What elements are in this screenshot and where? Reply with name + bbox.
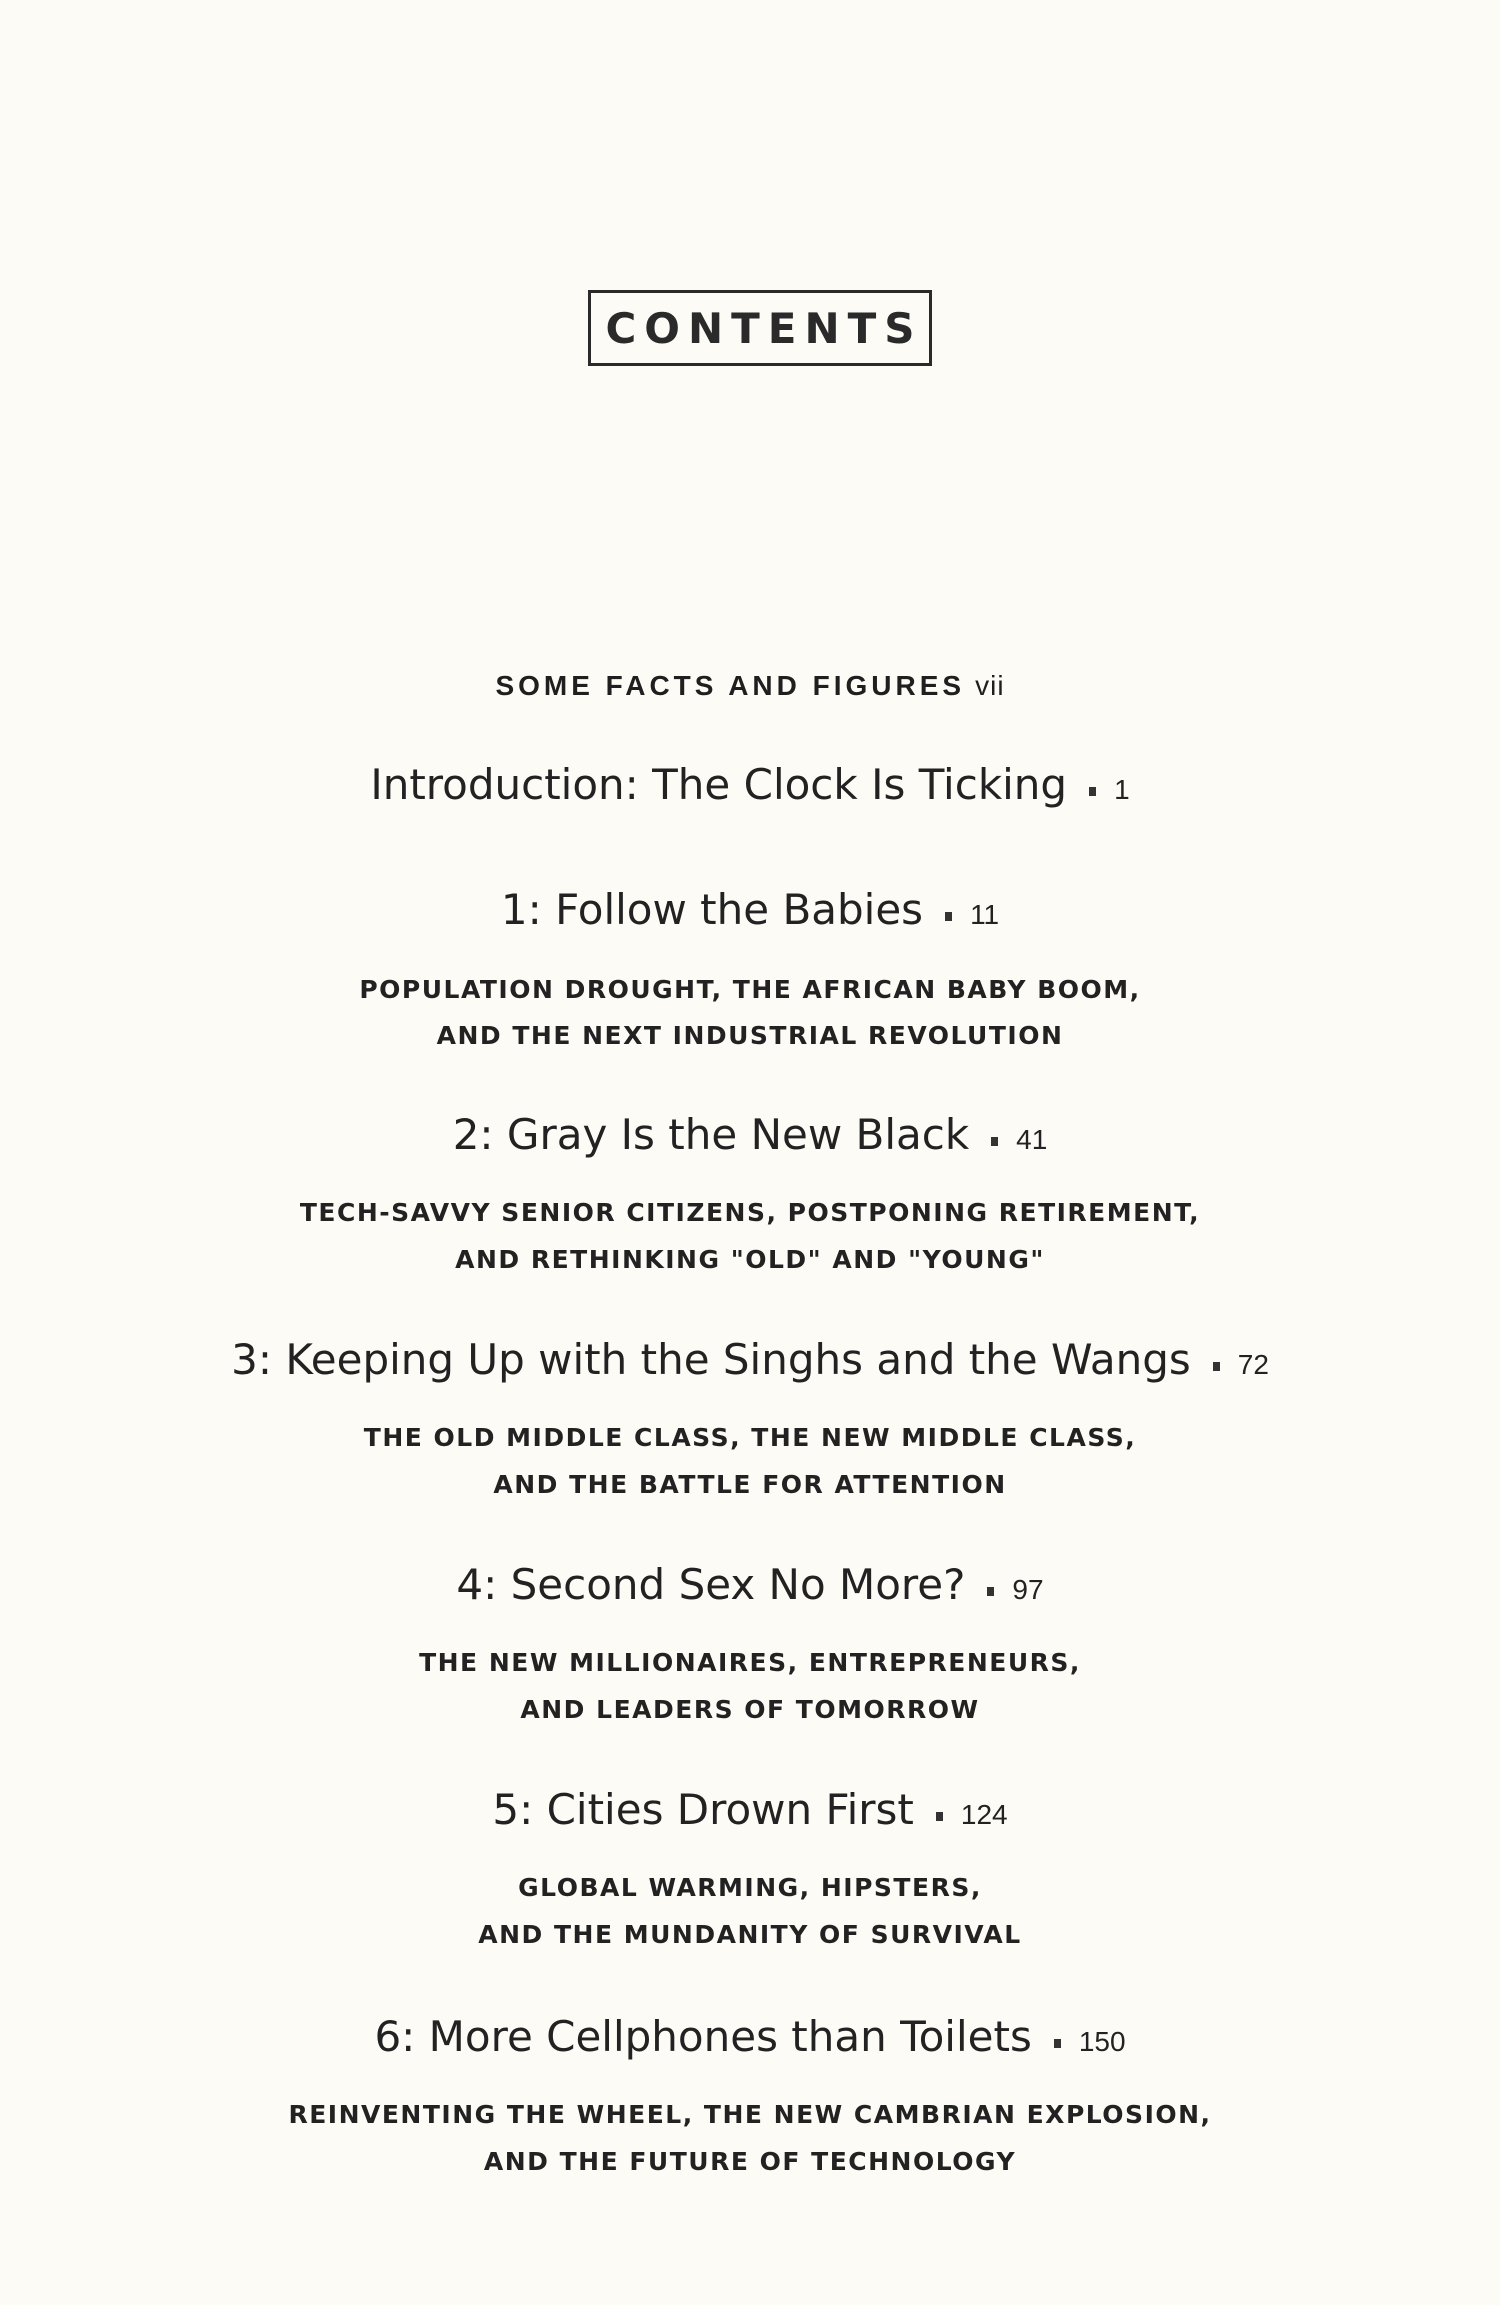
chapter-page: 72 <box>1237 1349 1269 1380</box>
chapter-2-subtitle-line-2: AND RETHINKING "OLD" AND "YOUNG" <box>455 1245 1045 1274</box>
facts-label: SOME FACTS AND FIGURES <box>495 670 966 701</box>
chapter-3-entry[interactable] <box>0 1335 1500 1384</box>
contents-heading-box <box>588 290 932 366</box>
bullet-icon <box>987 1587 994 1596</box>
bullet-icon <box>1089 787 1096 796</box>
chapter-page: 150 <box>1078 2026 1126 2057</box>
chapter-title: 1: Follow the Babies <box>500 885 924 934</box>
chapter-page: 97 <box>1012 1574 1044 1605</box>
bullet-icon <box>936 1812 943 1821</box>
chapter-title: 4: Second Sex No More? <box>456 1560 966 1609</box>
chapter-6-entry[interactable] <box>0 2012 1500 2061</box>
chapter-3-subtitle-line-1: THE OLD MIDDLE CLASS, THE NEW MIDDLE CLASS, <box>363 1423 1137 1452</box>
facts-and-figures-entry[interactable] <box>0 670 1500 702</box>
bullet-icon <box>1054 2039 1061 2048</box>
chapter-page: 41 <box>1016 1124 1048 1155</box>
chapter-5-entry[interactable] <box>0 1785 1500 1834</box>
chapter-6-subtitle-line-2: AND THE FUTURE OF TECHNOLOGY <box>483 2147 1017 2176</box>
chapter-title: 3: Keeping Up with the Singhs and the Wangs <box>231 1335 1191 1384</box>
chapter-1-subtitle-line-1: POPULATION DROUGHT, THE AFRICAN BABY BOOM, <box>359 975 1141 1004</box>
chapter-4-entry[interactable] <box>0 1560 1500 1609</box>
chapter-4-subtitle-line-1: THE NEW MILLIONAIRES, ENTREPRENEURS, <box>419 1648 1081 1677</box>
bullet-icon <box>1213 1362 1220 1371</box>
chapter-2-subtitle-line-1: TECH-SAVVY SENIOR CITIZENS, POSTPONING RETIREMENT, <box>299 1198 1201 1227</box>
chapter-1-entry[interactable] <box>0 885 1500 934</box>
chapter-6-subtitle-line-1: REINVENTING THE WHEEL, THE NEW CAMBRIAN EXPLOSION, <box>288 2100 1212 2129</box>
facts-page: vii <box>975 670 1005 701</box>
chapter-5-subtitle-line-2: AND THE MUNDANITY OF SURVIVAL <box>478 1920 1022 1949</box>
chapter-title: 6: More Cellphones than Toilets <box>374 2012 1032 2061</box>
chapter-page: 124 <box>960 1799 1008 1830</box>
chapter-5-subtitle-line-1: GLOBAL WARMING, HIPSTERS, <box>518 1873 982 1902</box>
intro-page: 1 <box>1114 774 1130 805</box>
chapter-1-subtitle-line-2: AND THE NEXT INDUSTRIAL REVOLUTION <box>436 1021 1064 1050</box>
contents-heading: CONTENTS <box>605 303 923 353</box>
chapter-title: 2: Gray Is the New Black <box>452 1110 970 1159</box>
chapter-2-entry[interactable] <box>0 1110 1500 1159</box>
chapter-title: 5: Cities Drown First <box>492 1785 914 1834</box>
bullet-icon <box>991 1137 998 1146</box>
intro-entry[interactable] <box>0 760 1500 809</box>
intro-title: Introduction: The Clock Is Ticking <box>370 760 1068 809</box>
chapter-3-subtitle-line-2: AND THE BATTLE FOR ATTENTION <box>493 1470 1007 1499</box>
chapter-page: 11 <box>970 899 1000 930</box>
bullet-icon <box>945 912 952 921</box>
chapter-4-subtitle-line-2: AND LEADERS OF TOMORROW <box>520 1695 980 1724</box>
